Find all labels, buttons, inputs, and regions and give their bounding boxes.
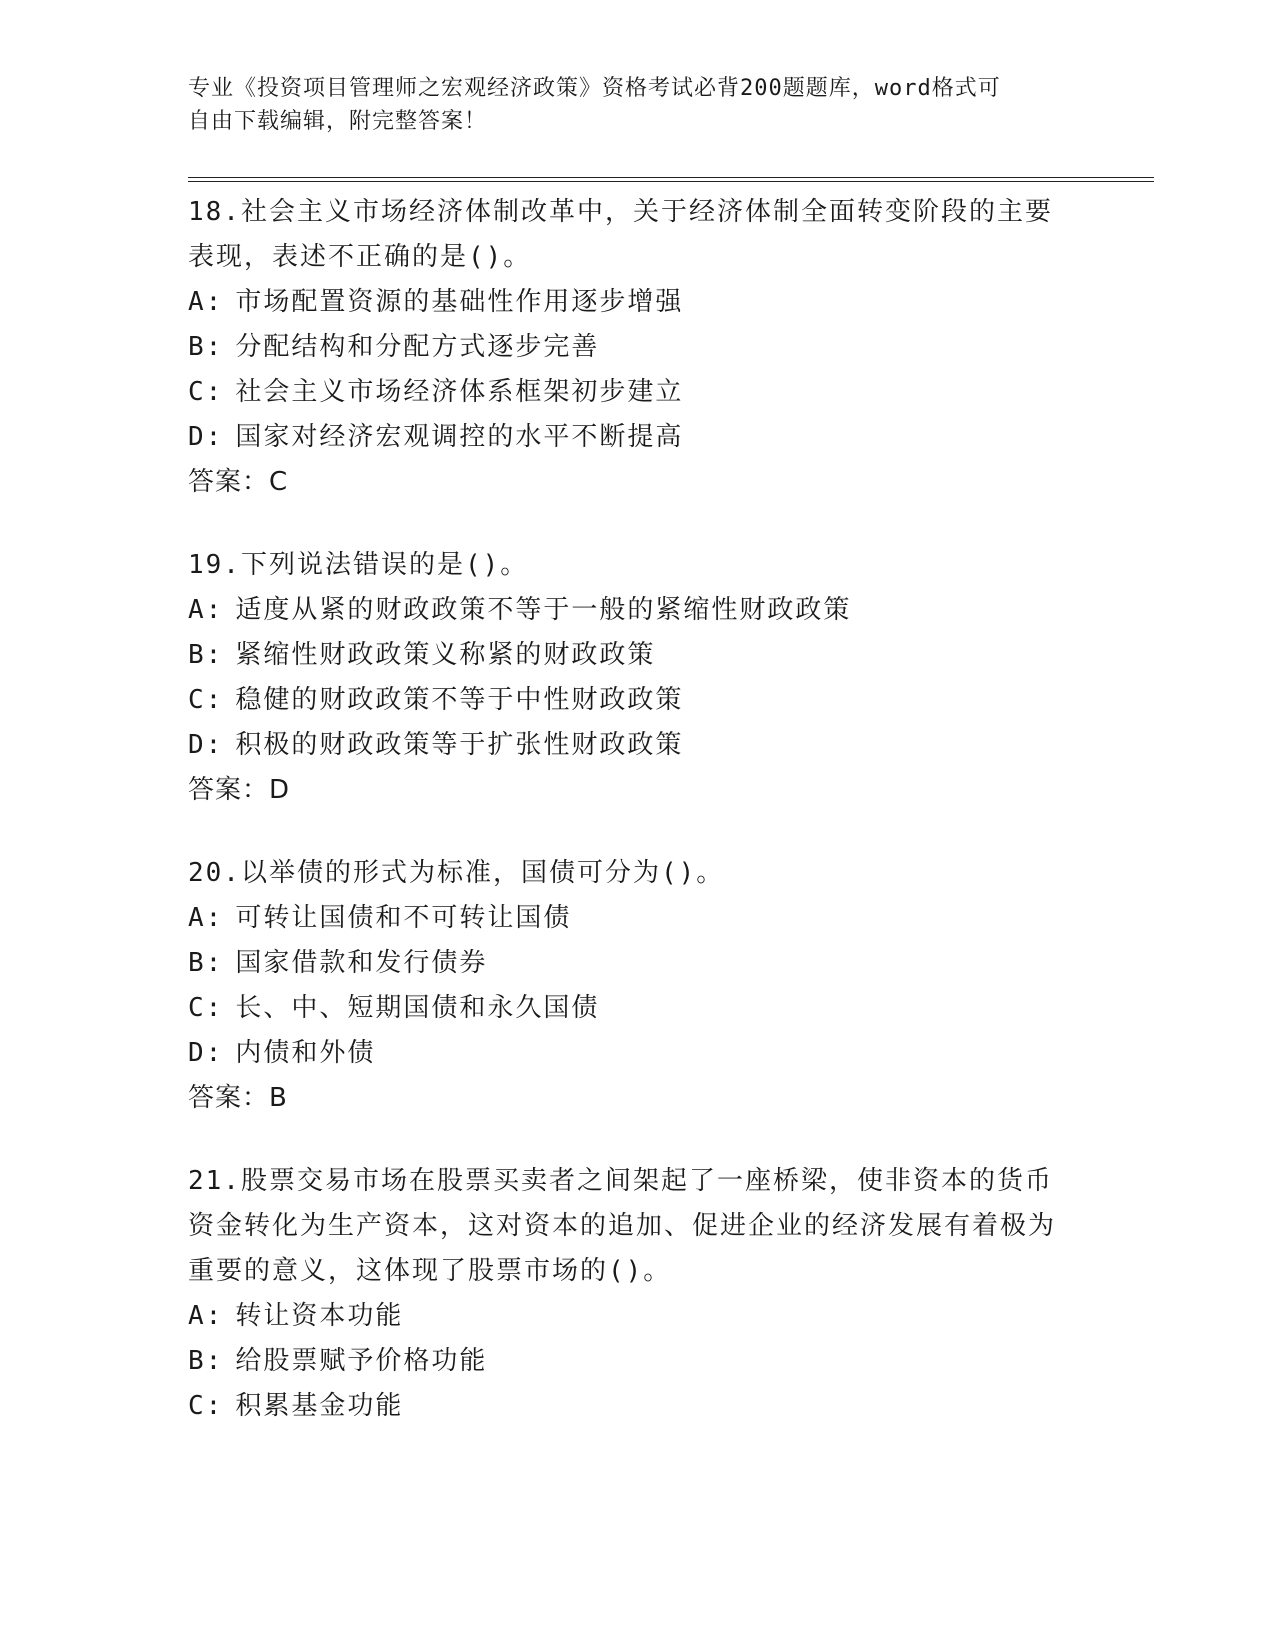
question-21 — [188, 1159, 1088, 1429]
option-text: 国家对经济宏观调控的水平不断提高 — [235, 422, 684, 452]
option-label: B: — [188, 948, 224, 978]
header-line-1: 专业《投资项目管理师之宏观经济政策》资格考试必背200题题库，word格式可 — [188, 76, 1001, 101]
option-b — [188, 633, 1088, 678]
option-label: C: — [188, 993, 224, 1023]
option-d — [188, 1031, 1088, 1076]
question-list — [188, 190, 1088, 1467]
question-20 — [188, 851, 1088, 1121]
option-label: D: — [188, 1038, 224, 1068]
question-19 — [188, 543, 1088, 813]
answer-text: 答案：D — [188, 775, 291, 805]
option-b — [188, 325, 1088, 370]
option-text: 积极的财政政策等于扩张性财政政策 — [235, 730, 684, 760]
option-text: 稳健的财政政策不等于中性财政政策 — [235, 685, 684, 715]
option-d — [188, 415, 1088, 460]
option-text: 适度从紧的财政政策不等于一般的紧缩性财政政策 — [235, 595, 852, 625]
question-text: 19.下列说法错误的是()。 — [188, 550, 529, 580]
option-label: B: — [188, 332, 224, 362]
header-divider-top — [188, 177, 1154, 178]
option-text: 社会主义市场经济体系框架初步建立 — [235, 377, 684, 407]
option-a — [188, 1294, 1088, 1339]
option-text: 分配结构和分配方式逐步完善 — [235, 332, 600, 362]
answer-text: 答案：B — [188, 1083, 288, 1113]
option-c — [188, 1384, 1088, 1429]
option-label: C: — [188, 685, 224, 715]
option-label: A: — [188, 595, 224, 625]
option-c — [188, 370, 1088, 415]
option-text: 可转让国债和不可转让国债 — [235, 903, 572, 933]
question-text: 21.股票交易市场在股票买卖者之间架起了一座桥梁，使非资本的货币资金转化为生产资本，这对资本的追加、促进企业的经济发展有着极为重要的意义，这体现了股票市场的()。 — [188, 1166, 1057, 1286]
option-text: 国家借款和发行债券 — [235, 948, 488, 978]
question-18 — [188, 190, 1088, 505]
question-text: 18.社会主义市场经济体制改革中，关于经济体制全面转变阶段的主要表现，表述不正确的是()。 — [188, 197, 1053, 272]
option-b — [188, 1339, 1088, 1384]
option-label: D: — [188, 730, 224, 760]
option-text: 内债和外债 — [235, 1038, 376, 1068]
option-text: 长、中、短期国债和永久国债 — [235, 993, 600, 1023]
option-c — [188, 986, 1088, 1031]
option-text: 积累基金功能 — [235, 1391, 404, 1421]
option-label: C: — [188, 377, 224, 407]
option-label: D: — [188, 422, 224, 452]
option-text: 给股票赋予价格功能 — [235, 1346, 488, 1376]
header-divider-bottom — [188, 181, 1154, 182]
option-label: A: — [188, 903, 224, 933]
option-d — [188, 723, 1088, 768]
option-label: A: — [188, 287, 224, 317]
option-text: 紧缩性财政政策义称紧的财政政策 — [235, 640, 656, 670]
option-c — [188, 678, 1088, 723]
header-line-2: 自由下载编辑，附完整答案！ — [188, 109, 488, 134]
option-text: 转让资本功能 — [235, 1301, 404, 1331]
document-header — [188, 72, 1068, 138]
option-b — [188, 941, 1088, 986]
question-text: 20.以举债的形式为标准，国债可分为()。 — [188, 858, 725, 888]
option-a — [188, 896, 1088, 941]
answer-text: 答案：C — [188, 467, 289, 497]
option-label: B: — [188, 640, 224, 670]
option-label: A: — [188, 1301, 224, 1331]
option-a — [188, 588, 1088, 633]
option-label: B: — [188, 1346, 224, 1376]
option-label: C: — [188, 1391, 224, 1421]
option-a — [188, 280, 1088, 325]
option-text: 市场配置资源的基础性作用逐步增强 — [235, 287, 684, 317]
